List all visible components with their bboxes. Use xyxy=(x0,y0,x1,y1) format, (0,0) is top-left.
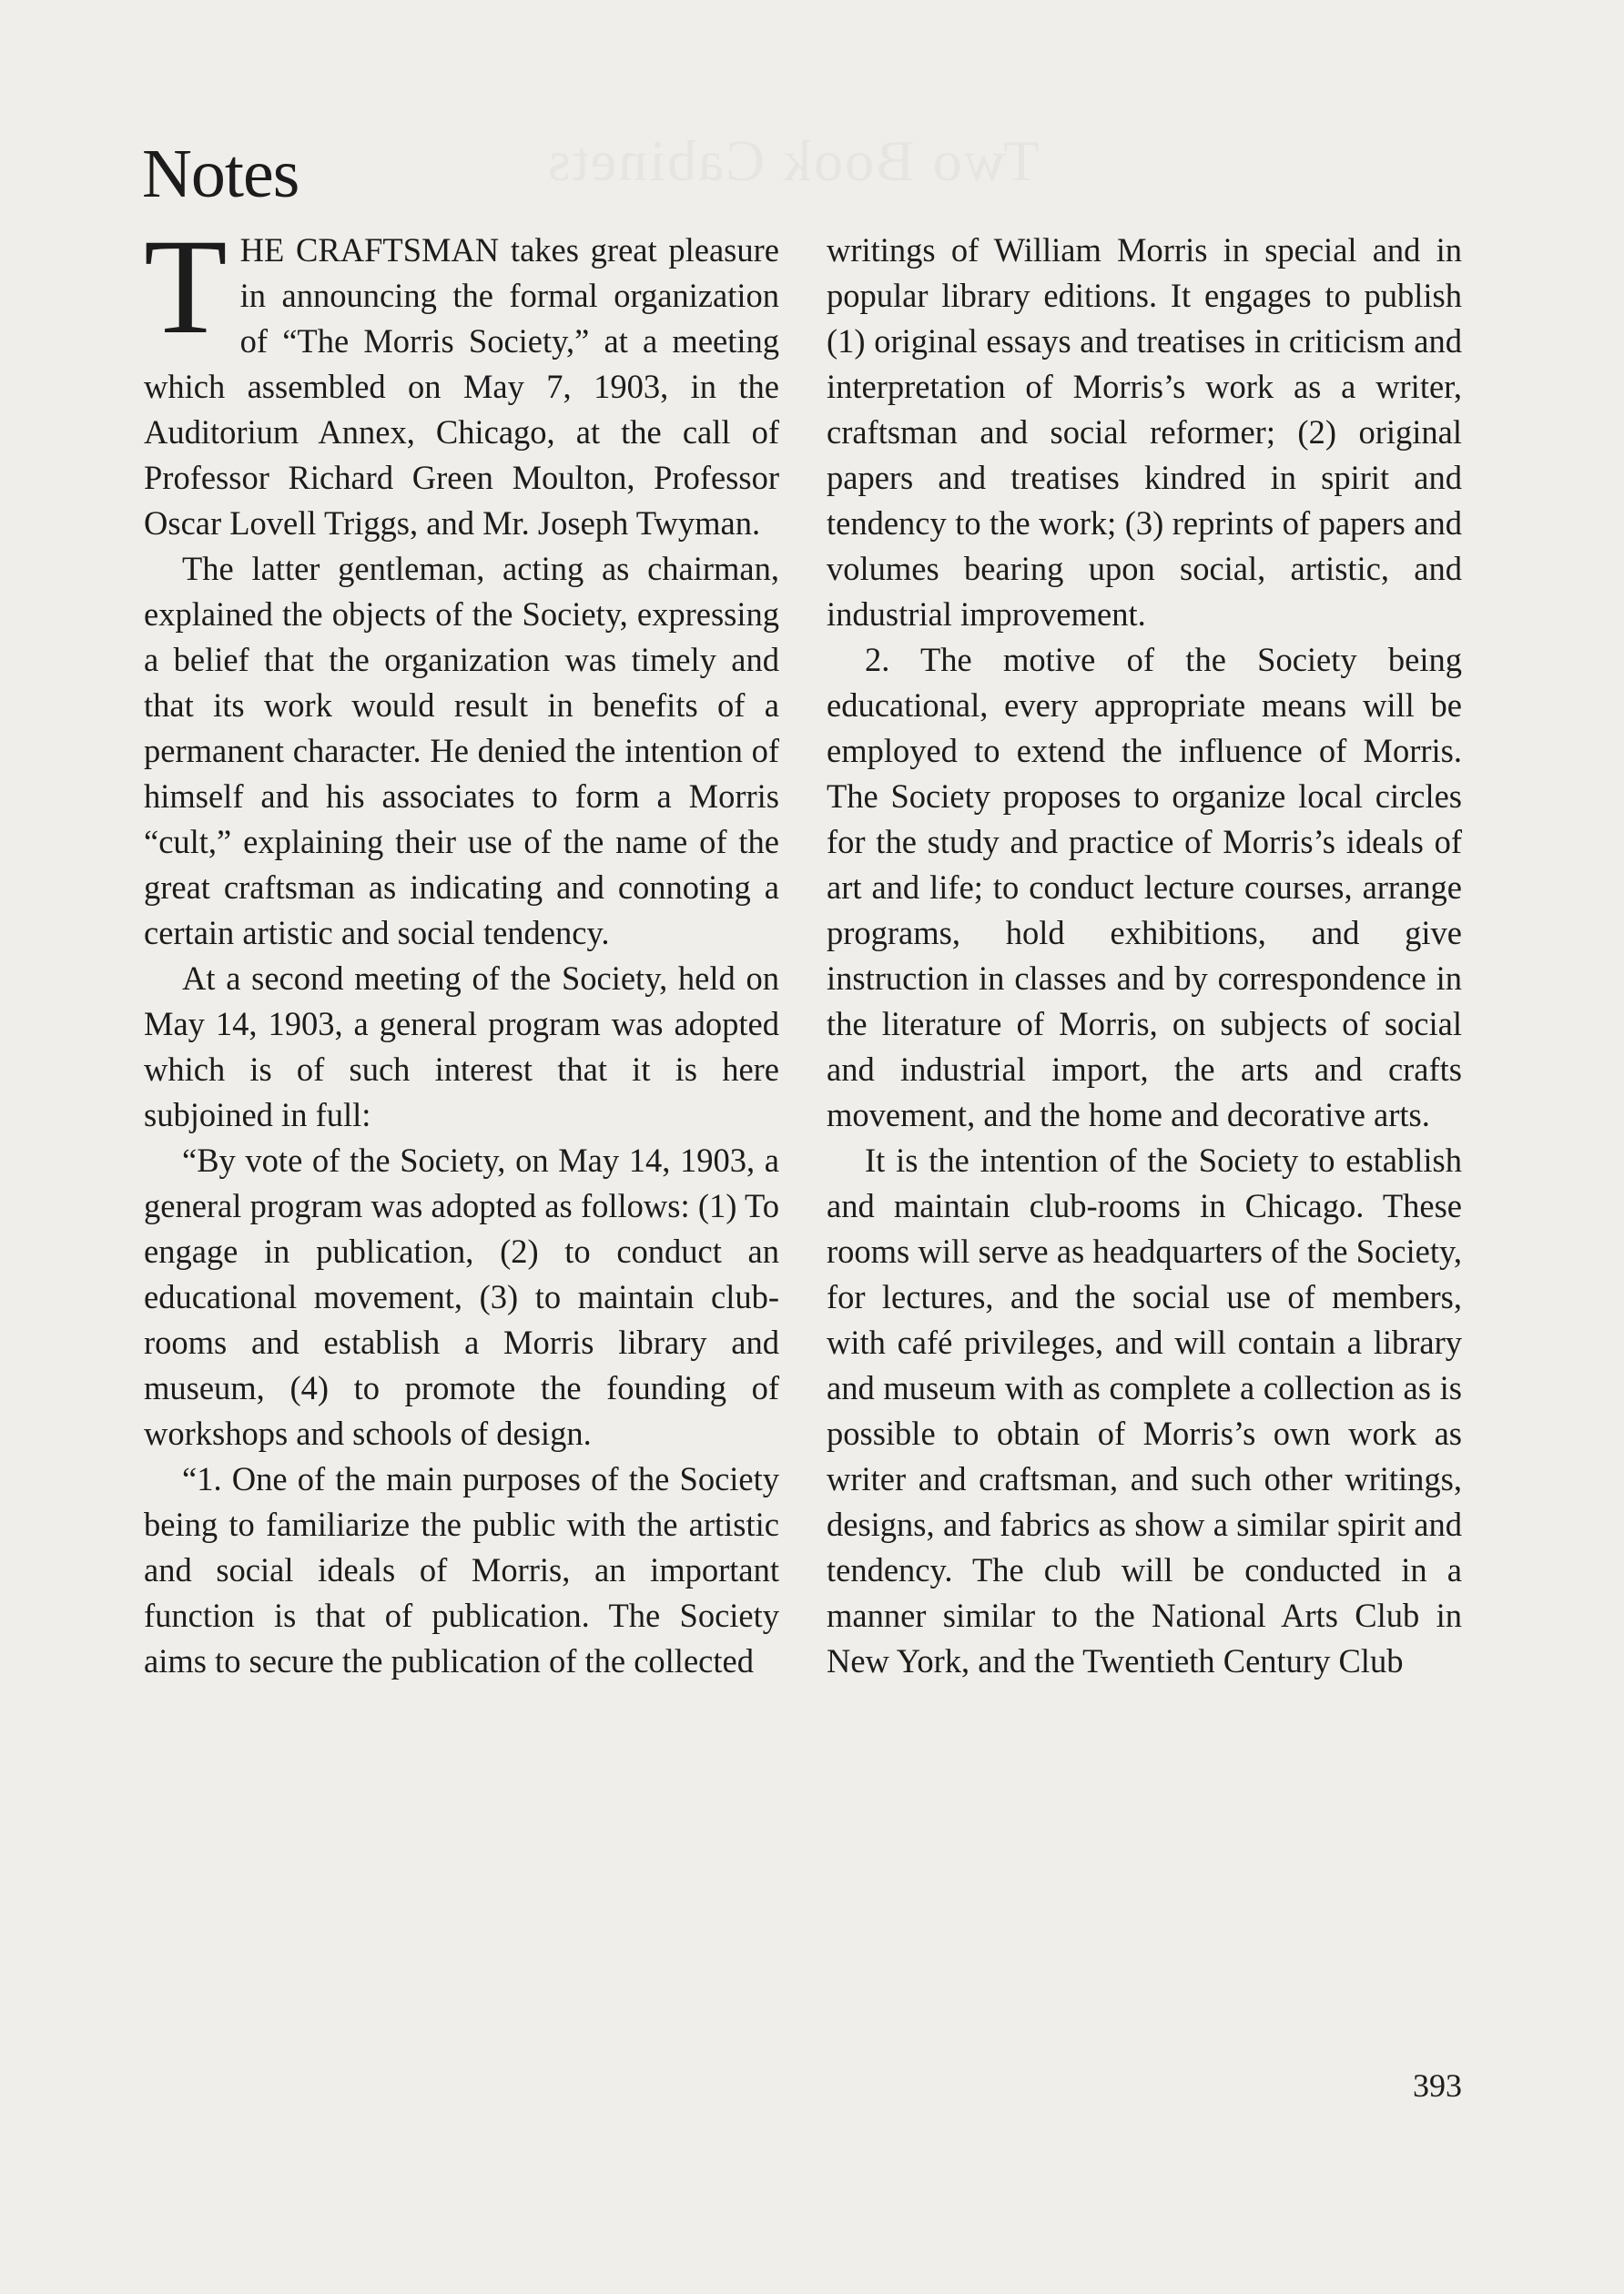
drop-cap: T xyxy=(144,211,228,362)
paragraph-7: 2. The motive of the Society being educational, every appropriate means will be employed to extend the influence of Morris. The Society proposes to organize local circles for the study and practice of Morris’s ideals of art and life; to conduct lecture courses, arrange programs, hold exhibitions, and give instruction in classes and by correspondence in the literature of Morris, on subjects of social and industrial import, the arts and crafts movement, and the home and decorative arts. xyxy=(827,641,1462,1133)
paragraph-1-text: HE CRAFTSMAN takes great pleasure in announcing the formal organization of “The Morris Society,” at a meeting which assembled on May 7, 1903, in the Auditorium Annex, Chicago, at the call of Professor Richard Green Moulton, Professor Oscar Lovell Triggs, and Mr. Joseph Twyman. xyxy=(144,231,779,542)
paragraph-5: “1. One of the main purposes of the Society being to familiarize the public with the artistic and social ideals of Morris, an important function is that of publication. The Society aims to secure the publication of the collected xyxy=(144,1460,779,1680)
right-column xyxy=(827,228,1462,2048)
paragraph-6: writings of William Morris in special and in popular library editions. It engages to publish (1) original essays and treatises in criticism and interpretation of Morris’s work as a writer, craftsman and social reformer; (2) original papers and treatises kindred in spirit and tendency to the work; (3) reprints of papers and volumes bearing upon social, artistic, and industrial improvement. xyxy=(827,231,1462,633)
paragraph-2: The latter gentleman, acting as chairman, explained the objects of the Society, expressing a belief that the organization was timely and that its work would result in benefits of a permanent character. He denied the intention of himself and his associates to form a Morris “cult,” explaining their use of the name of the great craftsman as indicating and connoting a certain artistic and social tendency. xyxy=(144,550,779,951)
show-through-text: Two Book Cabinets xyxy=(546,128,1040,193)
paragraph-4: “By vote of the Society, on May 14, 1903, a general program was adopted as follows: (1) To engage in publication, (2) to conduct an educational movement, (3) to maintain club-rooms and establish a Morris library and museum, (4) to promote the founding of workshops and schools of design. xyxy=(144,1142,779,1452)
page-title: Notes xyxy=(142,136,299,212)
paragraph-1 xyxy=(144,211,779,546)
paragraph-8: It is the intention of the Society to establish and maintain club-rooms in Chicago. These rooms will serve as headquarters of the Society, for lectures, and the social use of members, with café privileges, and will contain a library and museum with as complete a collection as is possible to obtain of Morris’s own work as writer and craftsman, and such other writings, designs, and fabrics as show a similar spirit and tendency. The club will be conducted in a manner similar to the National Arts Club in New York, and the Twentieth Century Club xyxy=(827,1142,1462,1680)
paragraph-3: At a second meeting of the Society, held on May 14, 1903, a general program was adopted which is of such interest that it is here subjoined in full: xyxy=(144,959,779,1133)
left-column xyxy=(144,211,779,2048)
page-number: 393 xyxy=(1413,2067,1462,2104)
